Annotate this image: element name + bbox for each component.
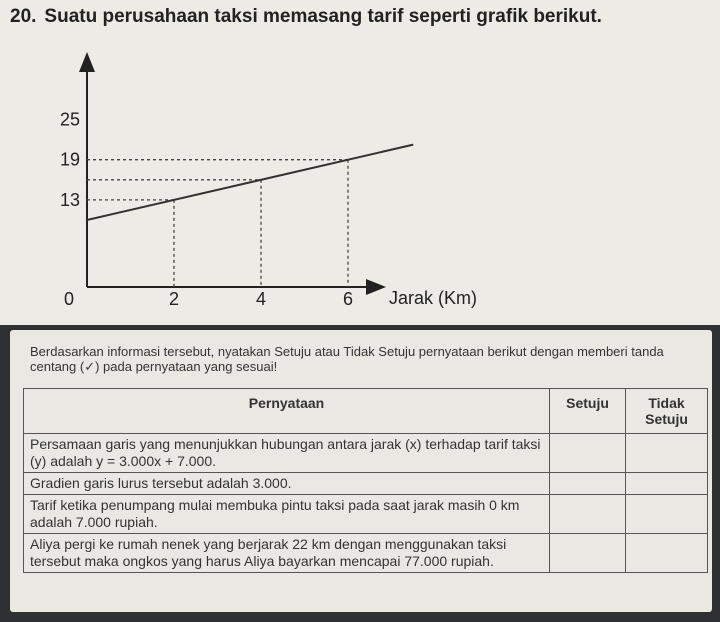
statement-cell: Aliya pergi ke rumah nenek yang berjarak 22 km dengan menggunakan taksi tersebut maka ongkos yang harus Aliya bayarkan mencapai 77.000 rupiah. bbox=[24, 534, 550, 573]
question-text: Suatu perusahaan taksi memasang tarif seperti grafik berikut. bbox=[44, 6, 602, 27]
question-number: 20. bbox=[10, 6, 37, 27]
disagree-checkbox-cell[interactable] bbox=[626, 473, 708, 495]
y-tick-labels bbox=[60, 110, 80, 210]
disagree-checkbox-cell[interactable] bbox=[626, 534, 708, 573]
table-row bbox=[24, 434, 708, 473]
agree-checkbox-cell[interactable] bbox=[550, 434, 626, 473]
y-tick-label: 19 bbox=[59, 149, 80, 170]
y-tick-label: 25 bbox=[59, 109, 80, 130]
agree-checkbox-cell[interactable] bbox=[550, 534, 626, 573]
statement-cell: Gradien garis lurus tersebut adalah 3.000. bbox=[24, 473, 550, 495]
x-tick-label: 2 bbox=[168, 289, 180, 309]
worksheet-panel bbox=[10, 330, 712, 612]
agree-checkbox-cell[interactable] bbox=[550, 473, 626, 495]
x-axis-label: Jarak (Km) bbox=[389, 288, 478, 308]
x-tick-label: 4 bbox=[255, 289, 267, 309]
tariff-line bbox=[87, 145, 413, 220]
header-statement: Pernyataan bbox=[24, 389, 550, 434]
instruction-text: Berdasarkan informasi tersebut, nyatakan Setuju atau Tidak Setuju pernyataan berikut dengan memberi tanda centang (✓) pada pernyataan yang sesuai! bbox=[30, 344, 664, 374]
statement-table bbox=[23, 388, 708, 573]
statement-cell: Tarif ketika penumpang mulai membuka pintu taksi pada saat jarak masih 0 km adalah 7.000 rupiah. bbox=[24, 495, 550, 534]
disagree-checkbox-cell[interactable] bbox=[626, 495, 708, 534]
table-row bbox=[24, 495, 708, 534]
x-tick-labels bbox=[64, 289, 353, 309]
header-disagree: Tidak Setuju bbox=[626, 389, 708, 434]
x-tick-label: 0 bbox=[63, 289, 75, 309]
table-row bbox=[24, 534, 708, 573]
agree-checkbox-cell[interactable] bbox=[550, 495, 626, 534]
table-header-row bbox=[24, 389, 708, 434]
table-row bbox=[24, 473, 708, 495]
statement-cell: Persamaan garis yang menunjukkan hubungan antara jarak (x) terhadap tarif taksi (y) adalah y = 3.000x + 7.000. bbox=[24, 434, 550, 473]
x-tick-label: 6 bbox=[342, 289, 354, 309]
disagree-checkbox-cell[interactable] bbox=[626, 434, 708, 473]
guide-lines bbox=[87, 160, 348, 287]
header-agree: Setuju bbox=[550, 389, 626, 434]
y-tick-label: 13 bbox=[59, 189, 80, 210]
